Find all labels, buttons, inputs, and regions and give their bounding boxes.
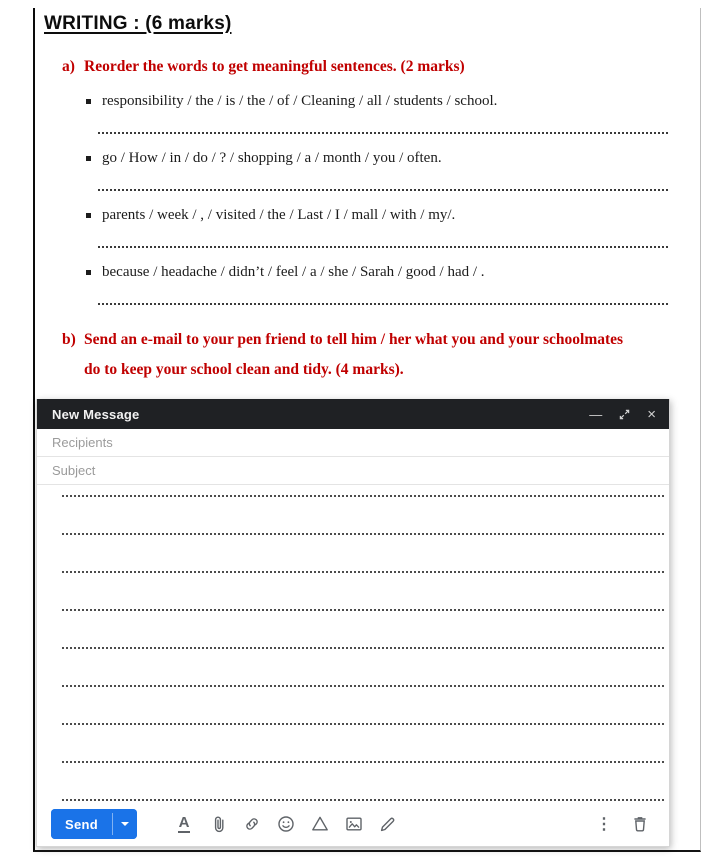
caret-down-icon: [121, 822, 129, 826]
writing-line: [62, 535, 664, 573]
writing-line: [62, 725, 664, 763]
insert-link-icon[interactable]: [235, 809, 269, 839]
toolbar-right: [589, 809, 655, 839]
writing-line: [62, 573, 664, 611]
bullet-square-icon: [86, 270, 91, 275]
insert-photo-icon[interactable]: [337, 809, 371, 839]
section-b-marker: b): [62, 331, 76, 348]
reorder-item: [86, 205, 668, 226]
more-options-icon[interactable]: [589, 809, 619, 839]
answer-line: [98, 176, 668, 191]
recipients-placeholder: Recipients: [52, 435, 113, 450]
discard-draft-trash-icon[interactable]: [625, 809, 655, 839]
reorder-item-text: go / How / in / do / ? / shopping / a / month / you / often.: [102, 150, 442, 166]
compose-title: New Message: [52, 406, 140, 422]
compose-toolbar: [37, 801, 669, 847]
bullet-square-icon: [86, 156, 91, 161]
writing-line: [62, 611, 664, 649]
answer-line: [98, 290, 668, 305]
signature-pen-icon[interactable]: [371, 809, 405, 839]
compose-header[interactable]: [37, 399, 669, 429]
letter-a-underline-icon: A: [178, 814, 190, 831]
page-title: WRITING : (6 marks): [44, 13, 232, 34]
section-a-heading-text: Reorder the words to get meaningful sentences. (2 marks): [84, 58, 465, 75]
send-button[interactable]: Send: [51, 809, 112, 839]
recipients-field[interactable]: [37, 429, 669, 457]
writing-line: [62, 687, 664, 725]
reorder-item-text: parents / week / , / visited / the / Last / I / mall / with / my/.: [102, 207, 456, 223]
reorder-item: [86, 262, 668, 283]
reorder-item: [86, 148, 668, 169]
reorder-item-text: because / headache / didn’t / feel / a / she / Sarah / good / had / .: [102, 264, 485, 280]
section-a-marker: a): [62, 58, 75, 75]
bullet-square-icon: [86, 99, 91, 104]
insert-from-drive-icon[interactable]: [303, 809, 337, 839]
writing-line: [62, 649, 664, 687]
formatting-options-icon[interactable]: [167, 809, 201, 839]
writing-line: [62, 763, 664, 801]
section-a-heading: [62, 56, 668, 77]
toolbar-icons: [167, 809, 405, 839]
message-body[interactable]: [37, 485, 669, 801]
subject-placeholder: Subject: [52, 463, 96, 478]
compose-window: [36, 399, 670, 847]
pop-out-icon: [619, 409, 630, 420]
vertical-dots-icon: ⋮: [596, 816, 612, 833]
section-b-heading-line1: Send an e-mail to your pen friend to tell him / her what you and your schoolmates: [84, 331, 624, 348]
reorder-item-text: responsibility / the / is / the / of / Cleaning / all / students / school.: [102, 93, 498, 109]
close-button[interactable]: [647, 407, 656, 422]
answer-line: [98, 119, 668, 134]
bullet-square-icon: [86, 213, 91, 218]
writing-line: [62, 485, 664, 497]
attach-files-icon[interactable]: [201, 809, 235, 839]
answer-line: [98, 233, 668, 248]
insert-emoji-icon[interactable]: [269, 809, 303, 839]
send-options-dropdown[interactable]: [113, 809, 137, 839]
reorder-item: [86, 91, 668, 112]
subject-field[interactable]: [37, 457, 669, 485]
minimize-button[interactable]: [589, 408, 602, 421]
minimize-icon: —: [589, 406, 603, 422]
close-icon: ×: [647, 405, 656, 423]
send-split-button: [51, 809, 137, 839]
worksheet-page: [33, 8, 701, 852]
window-controls: [589, 407, 656, 422]
section-b-heading-line2: do to keep your school clean and tidy. (4 marks).: [84, 361, 404, 378]
section-b-heading: [62, 329, 668, 350]
expand-button[interactable]: [619, 409, 630, 420]
writing-line: [62, 497, 664, 535]
